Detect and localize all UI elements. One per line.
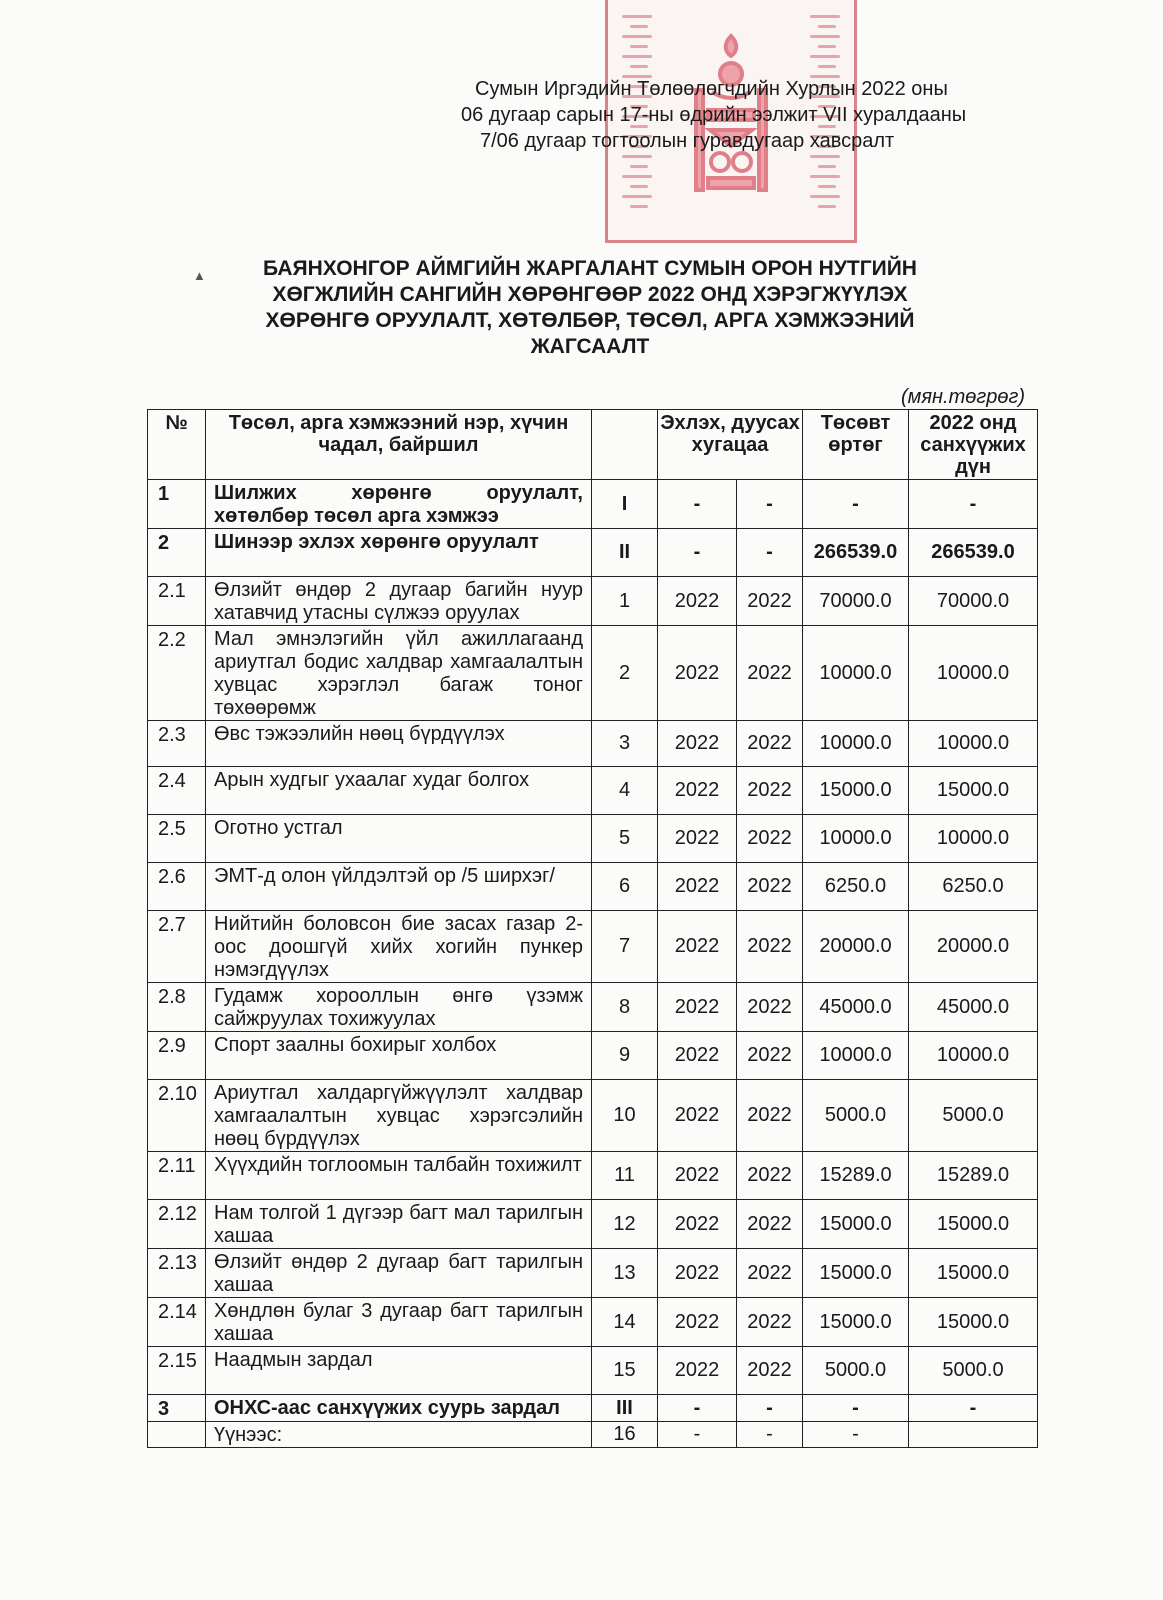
row-end-year: 2022 [737,1080,803,1152]
row-number: 2.8 [148,983,206,1032]
row-funding-amount: 10000.0 [909,815,1038,863]
row-code: 1 [592,577,658,626]
row-name: Өвс тэжээлийн нөөц бүрдүүлэх [206,721,592,767]
row-funding-amount: 10000.0 [909,721,1038,767]
row-end-year: 2022 [737,815,803,863]
row-funding-amount: 15000.0 [909,1249,1038,1298]
table-row [148,529,1038,577]
row-end-year: 2022 [737,577,803,626]
row-end-year: 2022 [737,1347,803,1395]
unit-label: (мян.төгрөг) [900,386,1025,408]
table-row [148,1347,1038,1395]
row-budget-cost: 10000.0 [803,1032,909,1080]
row-number: 2.13 [148,1249,206,1298]
row-start-year: 2022 [658,1080,737,1152]
row-name: Шинээр эхлэх хөрөнгө оруулалт [206,529,592,577]
row-number: 2.10 [148,1080,206,1152]
row-budget-cost: 15000.0 [803,1200,909,1249]
row-end-year: 2022 [737,983,803,1032]
row-budget-cost: 70000.0 [803,577,909,626]
row-start-year: 2022 [658,863,737,911]
row-start-year: 2022 [658,815,737,863]
row-name: ЭМТ-д олон үйлдэлтэй ор /5 ширхэг/ [206,863,592,911]
row-end-year: 2022 [737,1298,803,1347]
row-budget-cost: 20000.0 [803,911,909,983]
row-number: 2 [148,529,206,577]
row-end-year: 2022 [737,911,803,983]
row-name: Үүнээс: [206,1422,592,1448]
row-budget-cost: 15000.0 [803,1249,909,1298]
row-number: 2.5 [148,815,206,863]
col-header-code [592,410,658,480]
row-code: II [592,529,658,577]
row-end-year: 2022 [737,863,803,911]
row-start-year: 2022 [658,1200,737,1249]
row-number [148,1422,206,1448]
row-budget-cost: - [803,1422,909,1448]
row-end-year: 2022 [737,1200,803,1249]
row-end-year: 2022 [737,1152,803,1200]
row-budget-cost: - [803,1395,909,1422]
row-budget-cost: - [803,480,909,529]
row-code: I [592,480,658,529]
row-budget-cost: 5000.0 [803,1080,909,1152]
row-budget-cost: 15000.0 [803,1298,909,1347]
row-name: Хөндлөн булаг 3 дугаар багт тарилгын хашаа [206,1298,592,1347]
header-line-1: Сумын Иргэдийн Төлөөлөгчдийн Хурлын 2022 оны [475,78,948,100]
row-budget-cost: 10000.0 [803,815,909,863]
table-row [148,721,1038,767]
table-row [148,983,1038,1032]
row-code: 11 [592,1152,658,1200]
table-row [148,1422,1038,1448]
row-funding-amount: 10000.0 [909,1032,1038,1080]
row-start-year: - [658,529,737,577]
row-name: Оготно устгал [206,815,592,863]
document-title: БАЯНХОНГОР АЙМГИЙН ЖАРГАЛАНТ СУМЫН ОРОН НУТГИЙН ХӨГЖЛИЙН САНГИЙН ХӨРӨНГӨӨР 2022 ОНД ХЭРЭГЖҮҮЛЭХ ХӨРӨНГӨ ОРУУЛАЛТ, ХӨТӨЛБӨР, ТӨСӨЛ, АРГА ХЭМЖЭЭНИЙ ЖАГСААЛТ [263,257,917,358]
table-row [148,1395,1038,1422]
row-funding-amount: 15289.0 [909,1152,1038,1200]
row-name: Хүүхдийн тоглоомын талбайн тохижилт [206,1152,592,1200]
row-number: 2.4 [148,767,206,815]
row-start-year: 2022 [658,721,737,767]
row-end-year: 2022 [737,1249,803,1298]
row-code: 10 [592,1080,658,1152]
row-code: 8 [592,983,658,1032]
table-row [148,1152,1038,1200]
row-funding-amount: 45000.0 [909,983,1038,1032]
row-name: Ариутгал халдаргүйжүүлэлт халдвар хамгаалалтын хувцас хэрэгсэлийн нөөц бүрдүүлэх [206,1080,592,1152]
row-funding-amount: 15000.0 [909,767,1038,815]
bullet-icon: ▲ [193,268,206,283]
row-code: 14 [592,1298,658,1347]
row-start-year: 2022 [658,911,737,983]
row-funding-amount: - [909,1395,1038,1422]
row-number: 2.12 [148,1200,206,1249]
row-start-year: - [658,480,737,529]
table-header-row [148,410,1038,480]
investment-table [147,409,1038,1448]
row-name: ОНХС-аас санхүүжих суурь зардал [206,1395,592,1422]
row-number: 2.6 [148,863,206,911]
table-row [148,1298,1038,1347]
row-end-year: 2022 [737,1032,803,1080]
row-number: 2.14 [148,1298,206,1347]
row-code: 12 [592,1200,658,1249]
row-code: 16 [592,1422,658,1448]
col-header-period: Эхлэх, дуусах хугацаа [658,410,803,480]
table-row [148,626,1038,721]
col-header-cost: Төсөвт өртөг [803,410,909,480]
row-budget-cost: 5000.0 [803,1347,909,1395]
row-end-year: - [737,1395,803,1422]
row-budget-cost: 6250.0 [803,863,909,911]
col-header-funding: 2022 онд санхүүжих дүн [909,410,1038,480]
row-budget-cost: 15289.0 [803,1152,909,1200]
row-funding-amount: 10000.0 [909,626,1038,721]
row-number: 2.15 [148,1347,206,1395]
row-end-year: - [737,529,803,577]
row-number: 2.3 [148,721,206,767]
row-start-year: 2022 [658,1152,737,1200]
row-code: 7 [592,911,658,983]
row-funding-amount: 70000.0 [909,577,1038,626]
row-number: 1 [148,480,206,529]
row-code: 3 [592,721,658,767]
row-start-year: 2022 [658,626,737,721]
row-name: Гудамж хорооллын өнгө үзэмж сайжруулах тохижуулах [206,983,592,1032]
row-funding-amount: 5000.0 [909,1080,1038,1152]
table-row [148,911,1038,983]
row-name: Өлзийт өндөр 2 дугаар багт тарилгын хашаа [206,1249,592,1298]
row-funding-amount: 15000.0 [909,1298,1038,1347]
row-funding-amount: - [909,480,1038,529]
row-start-year: 2022 [658,1298,737,1347]
row-funding-amount: 6250.0 [909,863,1038,911]
row-budget-cost: 10000.0 [803,721,909,767]
col-header-no: № [148,410,206,480]
table-row [148,1200,1038,1249]
table-row [148,1249,1038,1298]
row-name: Мал эмнэлэгийн үйл ажиллагаанд ариутгал бодис халдвар хамгаалалтын хувцас хэрэглэл багаж тоног төхөөрөмж [206,626,592,721]
row-budget-cost: 266539.0 [803,529,909,577]
row-start-year: 2022 [658,1347,737,1395]
row-name: Арын худгыг ухаалаг худаг болгох [206,767,592,815]
row-start-year: 2022 [658,767,737,815]
table-row [148,577,1038,626]
row-code: 15 [592,1347,658,1395]
row-start-year: 2022 [658,577,737,626]
col-header-name: Төсөл, арга хэмжээний нэр, хүчин чадал, байршил [206,410,592,480]
row-number: 2.2 [148,626,206,721]
row-name: Наадмын зардал [206,1347,592,1395]
row-end-year: 2022 [737,721,803,767]
row-budget-cost: 10000.0 [803,626,909,721]
row-code: 2 [592,626,658,721]
row-code: 4 [592,767,658,815]
row-start-year: - [658,1395,737,1422]
row-end-year: - [737,480,803,529]
row-start-year: - [658,1422,737,1448]
row-funding-amount: 20000.0 [909,911,1038,983]
row-number: 2.7 [148,911,206,983]
row-budget-cost: 15000.0 [803,767,909,815]
row-code: 5 [592,815,658,863]
row-number: 2.1 [148,577,206,626]
row-end-year: 2022 [737,626,803,721]
row-funding-amount [909,1422,1038,1448]
row-code: 9 [592,1032,658,1080]
row-end-year: - [737,1422,803,1448]
row-start-year: 2022 [658,1032,737,1080]
table-row [148,815,1038,863]
table-row [148,1032,1038,1080]
row-start-year: 2022 [658,1249,737,1298]
row-code: III [592,1395,658,1422]
row-number: 2.9 [148,1032,206,1080]
row-number: 2.11 [148,1152,206,1200]
row-funding-amount: 5000.0 [909,1347,1038,1395]
row-funding-amount: 266539.0 [909,529,1038,577]
row-start-year: 2022 [658,983,737,1032]
annex-header [455,76,1075,154]
row-name: Спорт заалны бохирыг холбох [206,1032,592,1080]
table-row [148,1080,1038,1152]
table-row [148,480,1038,529]
row-code: 13 [592,1249,658,1298]
row-funding-amount: 15000.0 [909,1200,1038,1249]
row-name: Нийтийн боловсон бие засах газар 2-оос доошгүй хийх хогийн пункер нэмэгдүүлэх [206,911,592,983]
row-budget-cost: 45000.0 [803,983,909,1032]
row-number: 3 [148,1395,206,1422]
table-row [148,767,1038,815]
row-end-year: 2022 [737,767,803,815]
row-name: Өлзийт өндөр 2 дугаар багийн нуур хатавчид утасны сүлжээ оруулах [206,577,592,626]
row-code: 6 [592,863,658,911]
row-name: Шилжих хөрөнгө оруулалт, хөтөлбөр төсөл арга хэмжээ [206,480,592,529]
header-line-3: 7/06 дугаар тогтоолын гуравдугаар хавсралт [480,130,895,152]
header-line-2: 06 дугаар сарын 17-ны өдрийн ээлжит VII хуралдааны [461,104,967,126]
table-row [148,863,1038,911]
row-name: Нам толгой 1 дүгээр багт мал тарилгын хашаа [206,1200,592,1249]
